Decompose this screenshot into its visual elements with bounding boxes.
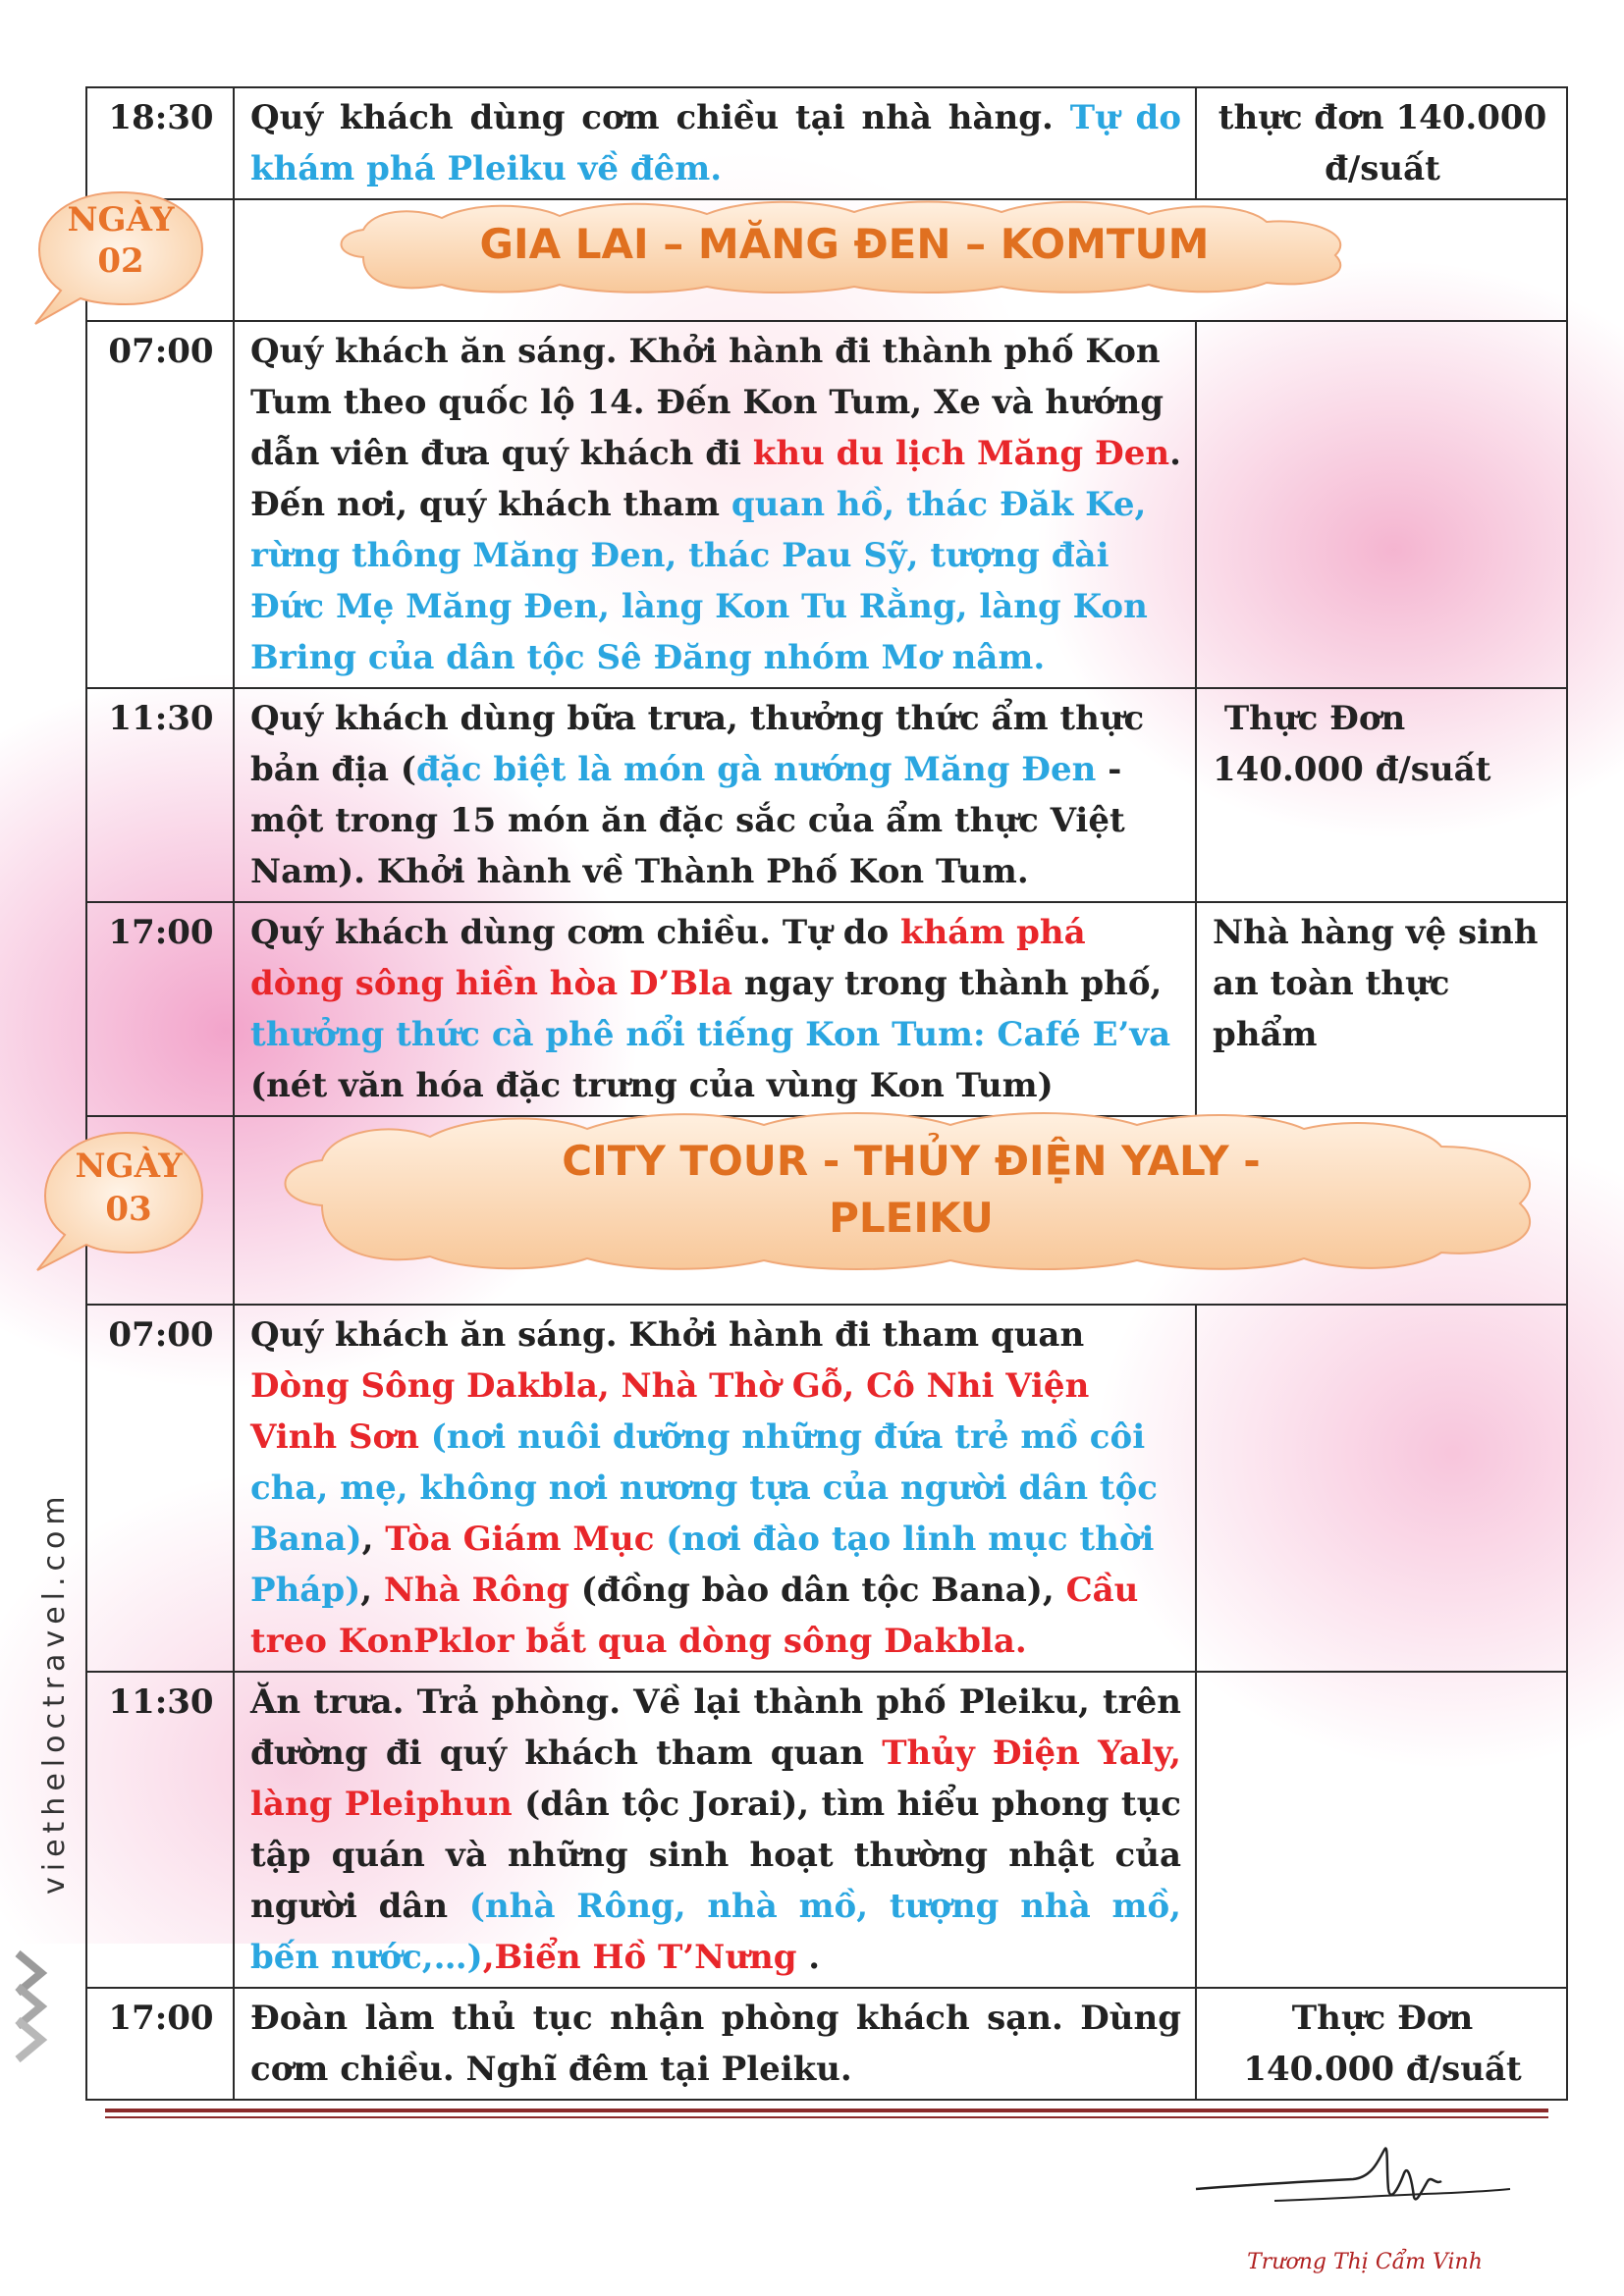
desc-highlight: thưởng thức cà phê nổi tiếng Kon Tum: Café E’va bbox=[250, 1015, 1171, 1054]
day-3-title-line-2: PLEIKU bbox=[829, 1194, 994, 1242]
desc-text: Đoàn làm thủ tục nhận phòng khách sạn. Dùng cơm chiều. Nghĩ đêm tại Pleiku. bbox=[250, 1999, 1181, 2089]
row-note bbox=[1196, 321, 1567, 688]
desc-highlight: Thủy Điện Yaly, làng Pleiphun bbox=[250, 1734, 1181, 1824]
desc-text: ngay trong thành phố, bbox=[732, 964, 1163, 1003]
day-3-label: NGÀY bbox=[75, 1147, 183, 1186]
desc-text: Quý khách ăn sáng. Khởi hành đi thành phố Kon Tum theo quốc lộ 14. Đến Kon Tum, Xe và hướng dẫn viên đưa quý khách đi bbox=[250, 332, 1164, 473]
desc-text: (nét văn hóa đặc trưng của vùng Kon Tum) bbox=[250, 1066, 1054, 1105]
table-row bbox=[86, 688, 1567, 902]
day-3-title-cloud bbox=[263, 1107, 1559, 1274]
desc-text: (dân tộc Jorai), tìm hiểu phong tục tập quán và những sinh hoạt thường nhật của người dân bbox=[250, 1785, 1181, 1926]
row-note: Thực Đơn 140.000 đ/suất bbox=[1196, 688, 1567, 902]
desc-highlight: Tòa Giám Mục bbox=[385, 1520, 655, 1559]
row-description bbox=[234, 1988, 1196, 2100]
desc-highlight: (nhà Rông, nhà mồ, tượng nhà mồ, bến nước,…) bbox=[250, 1887, 1181, 1977]
desc-text: Ăn trưa. Trả phòng. Về lại thành phố Pleiku, trên đường đi quý khách tham quan bbox=[250, 1682, 1181, 1773]
desc-text: Quý khách dùng bữa trưa, thưởng thức ẩm thực bản địa ( bbox=[250, 699, 1145, 789]
row-time: 07:00 bbox=[86, 1305, 234, 1672]
desc-highlight: Nhà Rông bbox=[383, 1571, 569, 1610]
desc-highlight: đặc biệt là món gà nướng Măng Đen bbox=[416, 750, 1097, 789]
table-row bbox=[86, 1305, 1567, 1672]
row-time: 07:00 bbox=[86, 321, 234, 688]
row-time: 18:30 bbox=[86, 87, 234, 199]
desc-text: . Đến nơi, quý khách tham bbox=[250, 434, 1181, 524]
table-row bbox=[86, 1672, 1567, 1988]
row-note bbox=[1196, 1672, 1567, 1988]
row-note: Nhà hàng vệ sinh an toàn thực phẩm bbox=[1196, 902, 1567, 1116]
day-2-badge bbox=[27, 185, 214, 332]
desc-highlight: ,Biển Hồ T’Nưng bbox=[482, 1938, 797, 1977]
desc-text: (đồng bào dân tộc Bana), bbox=[568, 1571, 1066, 1610]
desc-highlight: khu du lịch Măng Đen bbox=[752, 434, 1170, 473]
desc-text: , bbox=[360, 1571, 384, 1610]
footer-divider bbox=[105, 2109, 1548, 2112]
desc-highlight: Dòng Sông Dakbla, Nhà Thờ Gỗ, Cô Nhi Viện Vinh Sơn bbox=[250, 1366, 1090, 1457]
row-time: 17:00 bbox=[86, 1988, 234, 2100]
day-3-badge bbox=[29, 1127, 216, 1274]
day-2-title: GIA LAI – MĂNG ĐEN – KOMTUM bbox=[479, 220, 1210, 268]
itinerary-table bbox=[85, 86, 1568, 2101]
row-note: Thực Đơn 140.000 đ/suất bbox=[1196, 1988, 1567, 2100]
desc-text: Quý khách ăn sáng. Khởi hành đi tham quan bbox=[250, 1315, 1085, 1355]
table-row bbox=[86, 87, 1567, 199]
row-description bbox=[234, 321, 1196, 688]
row-time: 17:00 bbox=[86, 902, 234, 1116]
table-row bbox=[86, 321, 1567, 688]
desc-text: . bbox=[796, 1938, 821, 1977]
day-2-title-cloud bbox=[324, 196, 1365, 294]
table-row bbox=[86, 902, 1567, 1116]
desc-highlight: (nơi nuôi dưỡng những đứa trẻ mồ côi cha, mẹ, không nơi nương tựa của người dân tộc Bana) bbox=[250, 1417, 1158, 1559]
desc-highlight: quan hồ, thác Đăk Ke, rừng thông Măng Đen, thác Pau Sỹ, tượng đài Đức Mẹ Măng Đen, làng Kon Tu Rằng, làng Kon Bring của dân tộc Sê Đăng nhóm Mơ nâm. bbox=[250, 485, 1148, 677]
day-3-title-line-1: CITY TOUR - THỦY ĐIỆN YALY - bbox=[562, 1137, 1261, 1185]
desc-text: - một trong 15 món ăn đặc sắc của ẩm thực Việt Nam). Khởi hành về Thành Phố Kon Tum. bbox=[250, 750, 1125, 891]
footer-divider-thin bbox=[105, 2116, 1548, 2118]
table-row bbox=[86, 1988, 1567, 2100]
day-2-number: 02 bbox=[97, 241, 144, 281]
chevron-decoration-icon bbox=[12, 1944, 51, 2071]
row-note bbox=[1196, 1305, 1567, 1672]
row-description bbox=[234, 902, 1196, 1116]
row-time: 11:30 bbox=[86, 1672, 234, 1988]
desc-text: , bbox=[361, 1520, 386, 1559]
desc-highlight: (nơi đào tạo linh mục thời Pháp) bbox=[250, 1520, 1155, 1610]
row-description bbox=[234, 87, 1196, 199]
side-website-url: vietheloctravel.com bbox=[37, 1490, 72, 1895]
desc-text: Quý khách dùng cơm chiều tại nhà hàng. bbox=[250, 98, 1070, 137]
row-description bbox=[234, 688, 1196, 902]
desc-highlight: khám phá dòng sông hiền hòa D’Bla bbox=[250, 913, 1086, 1003]
row-note: thực đơn 140.000 đ/suất bbox=[1196, 87, 1567, 199]
day-3-number: 03 bbox=[105, 1190, 152, 1229]
row-description bbox=[234, 1305, 1196, 1672]
row-description bbox=[234, 1672, 1196, 1988]
signature-name: Trương Thị Cẩm Vinh bbox=[1247, 2250, 1483, 2274]
day-2-label: NGÀY bbox=[67, 200, 175, 240]
row-time: 11:30 bbox=[86, 688, 234, 902]
desc-highlight: Tự do khám phá Pleiku về đêm. bbox=[250, 98, 1182, 188]
desc-highlight: Cầu treo KonPklor bắt qua dòng sông Dakbla. bbox=[250, 1571, 1139, 1661]
desc-text: Quý khách dùng cơm chiều. Tự do bbox=[250, 913, 901, 952]
